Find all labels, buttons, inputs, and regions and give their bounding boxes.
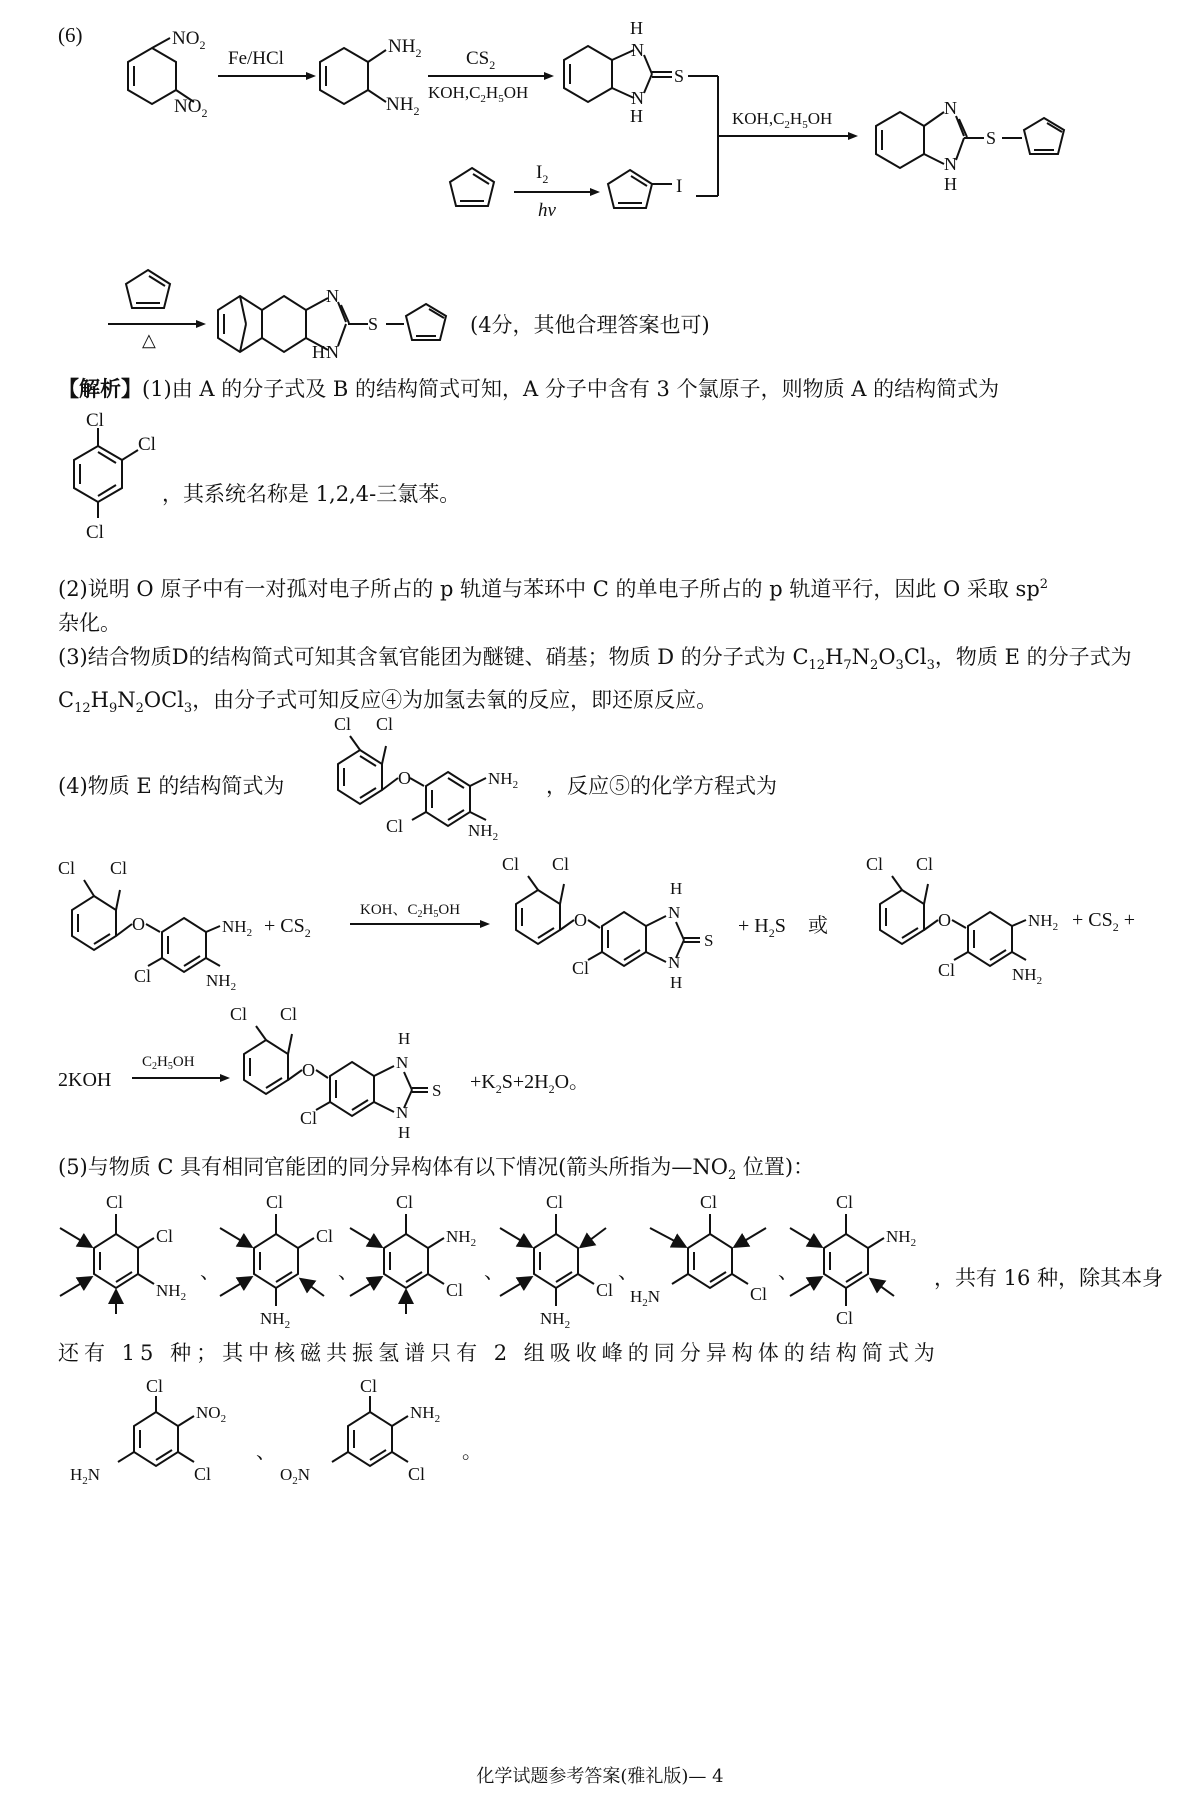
- svg-text:Cl: Cl: [938, 960, 956, 980]
- svg-text:、: 、: [618, 1261, 638, 1283]
- svg-text:KOH,C2H5OH: $KOH,C_2H_5OH$: [428, 83, 529, 105]
- svg-text:H: H: [312, 342, 325, 360]
- svg-text:+ H2S: + $H_2S$: [738, 915, 786, 940]
- svg-text:NO2: $NO_2$: [196, 1403, 227, 1425]
- analysis-p3: (3)结合物质D的结构简式可知其含氧官能团为醚键、硝基；物质 D 的分子式为 $C_{12}H_7N_2O_3Cl_3$，物质 E 的分子式为 $C_{12}H_9N_2OCl_3$，由分子式可知反应④为加氢去氧的反应，即还原反应。: [58, 645, 1132, 717]
- svg-text:S: S: [674, 66, 685, 86]
- svg-text:Cl: Cl: [134, 966, 152, 986]
- svg-text:、: 、: [778, 1261, 798, 1283]
- svg-text:NO2: $NO_2$: [174, 96, 208, 120]
- product-sulfide: [876, 112, 1064, 168]
- svg-text:Cl: Cl: [916, 854, 934, 874]
- isomer-1: [60, 1192, 186, 1314]
- svg-text:KOH,C2H5OH: $KOH,C_2H_5OH$: [732, 109, 833, 131]
- svg-text:Cl: Cl: [58, 858, 76, 878]
- svg-text:S: S: [704, 931, 714, 950]
- svg-text:N: N: [326, 286, 339, 306]
- svg-text:Cl: Cl: [396, 1192, 414, 1212]
- svg-text:、: 、: [200, 1261, 220, 1283]
- analysis-p2: (2)说明 O 原子中有一对孤对电子所占的 p 轨道与苯环中 C 的单电子所占的 p 轨道平行，因此 O 采取 $sp^2$ 杂化。: [58, 577, 1049, 635]
- equation-1: [0, 850, 1200, 1010]
- svg-text:、: 、: [338, 1261, 358, 1283]
- svg-text:或: 或: [808, 913, 828, 937]
- svg-text:H: H: [944, 174, 957, 194]
- svg-text:H: H: [670, 879, 683, 898]
- svg-text:hν: hν: [538, 200, 556, 221]
- isomer-4: [500, 1192, 613, 1328]
- svg-text:NH2: $NH_2$: [1028, 911, 1059, 933]
- score-note: (4分，其他合理答案也可): [470, 313, 710, 337]
- cyclopentadiene: [450, 168, 494, 206]
- analysis-p4b: ，反应⑤的化学方程式为: [546, 774, 777, 798]
- svg-text:S: S: [368, 314, 379, 334]
- svg-text:O: O: [302, 1060, 315, 1080]
- svg-text:NH2: $NH_2$: [488, 769, 519, 791]
- svg-text:Cl: Cl: [446, 1280, 464, 1300]
- svg-text:N: N: [668, 903, 681, 922]
- svg-text:、: 、: [256, 1441, 276, 1463]
- imidazolidine-thione: [564, 46, 672, 102]
- page-footer: 化学试题参考答案(雅礼版)— 4: [476, 1766, 724, 1787]
- svg-text:NH2: $NH_2$: [156, 1281, 187, 1303]
- svg-text:△: △: [142, 330, 156, 350]
- svg-text:H: H: [398, 1123, 411, 1140]
- svg-text:Cl: Cl: [866, 854, 884, 874]
- analysis-p4a: (4)物质 E 的结构简式为: [58, 774, 285, 798]
- isomers-row: [0, 1188, 1200, 1328]
- analysis-p5-line2: 还有 15 种；其中核磁共振氢谱只有 2 组吸收峰的同分异构体的结构简式为: [58, 1341, 940, 1365]
- svg-text:Cl: Cl: [280, 1004, 298, 1024]
- svg-text:NH2: $NH_2$: [410, 1403, 441, 1425]
- svg-text:+ CS2: + $CS_2$: [264, 915, 311, 940]
- svg-text:NO2: $NO_2$: [172, 28, 206, 52]
- svg-text:NH2: $NH_2$: [388, 36, 422, 60]
- compound-E: [320, 706, 560, 846]
- svg-text:H: H: [398, 1029, 411, 1048]
- svg-text:O2N: $O_2N$: [280, 1465, 311, 1487]
- svg-text:Cl: Cl: [86, 522, 104, 543]
- svg-text:NH2: $NH_2$: [446, 1227, 477, 1249]
- analysis-p1-tail: ，其系统名称是 1,2,4-三氯苯。: [162, 482, 461, 506]
- svg-text:Cl: Cl: [572, 958, 590, 978]
- svg-text:O: O: [132, 914, 145, 934]
- svg-text:Cl: Cl: [376, 714, 394, 734]
- svg-text:Cl: Cl: [156, 1226, 174, 1246]
- svg-text:NH2: $NH_2$: [540, 1309, 571, 1328]
- svg-text:Cl: Cl: [836, 1192, 854, 1212]
- diamine-cyclohexene: [320, 48, 386, 104]
- svg-text:N: N: [396, 1103, 409, 1122]
- svg-text:Cl: Cl: [386, 816, 404, 836]
- svg-text:Cl: Cl: [596, 1280, 614, 1300]
- svg-text:KOH、C2H5OH: KOH、$C_2H_5OH$: [360, 902, 461, 920]
- svg-text:+K2S+2H2O。: $+K_2S+2H_2O$。: [470, 1071, 590, 1096]
- svg-text:O: O: [574, 910, 587, 930]
- iodocyclopentadiene: [608, 170, 672, 208]
- svg-text:Cl: Cl: [750, 1284, 768, 1304]
- svg-text:O: O: [398, 768, 411, 788]
- nmr-isomers: [60, 1378, 660, 1518]
- svg-text:S: S: [432, 1081, 442, 1100]
- svg-text:N: N: [944, 98, 957, 118]
- svg-text:+ CS2 +: + $CS_2$ +: [1072, 909, 1136, 934]
- svg-text:2KOH: 2KOH: [58, 1069, 112, 1091]
- svg-text:Cl: Cl: [316, 1226, 334, 1246]
- analysis-p1: 【解析】(1)由 A 的分子式及 B 的结构简式可知，A 分子中含有 3 个氯原子，则物质 A 的结构简式为: [58, 376, 1000, 401]
- svg-text:N: N: [944, 154, 957, 174]
- isomer-5: [630, 1192, 767, 1309]
- svg-text:Cl: Cl: [106, 1192, 124, 1212]
- svg-text:Cl: Cl: [86, 410, 104, 431]
- svg-text:Cl: Cl: [110, 858, 128, 878]
- part6-label: (6): [58, 23, 83, 47]
- svg-text:Cl: Cl: [334, 714, 352, 734]
- svg-text:NH2: $NH_2$: [886, 1227, 917, 1249]
- svg-text:NH2: $NH_2$: [468, 821, 499, 843]
- svg-text:Cl: Cl: [552, 854, 570, 874]
- analysis-p5: (5)与物质 C 具有相同官能团的同分异构体有以下情况(箭头所指为$—NO_2$ 位置)：: [58, 1155, 815, 1184]
- svg-text:O: O: [938, 910, 951, 930]
- svg-text:N: N: [326, 342, 339, 360]
- svg-text:Cl: Cl: [546, 1192, 564, 1212]
- svg-text:NH2: $NH_2$: [222, 917, 253, 939]
- svg-text:、: 、: [484, 1261, 504, 1283]
- part6-scheme: [0, 0, 1200, 360]
- svg-text:Fe/HCl: Fe/HCl: [228, 48, 284, 69]
- svg-text:。: 。: [462, 1441, 482, 1463]
- analysis-p5-count: ，共有 16 种，除其本身: [934, 1266, 1164, 1290]
- svg-text:Cl: Cl: [502, 854, 520, 874]
- svg-text:Cl: Cl: [146, 1378, 164, 1396]
- svg-text:H: H: [630, 106, 643, 126]
- svg-text:Cl: Cl: [836, 1308, 854, 1328]
- svg-text:CS2: $CS_2$: [466, 48, 496, 72]
- isomer-3: [350, 1192, 476, 1314]
- svg-text:Cl: Cl: [300, 1108, 318, 1128]
- svg-text:Cl: Cl: [408, 1464, 426, 1484]
- svg-text:Cl: Cl: [230, 1004, 248, 1024]
- svg-text:I2: $I_2$: [536, 162, 549, 186]
- svg-text:NH2: $NH_2$: [260, 1309, 291, 1328]
- svg-text:N: N: [396, 1053, 409, 1072]
- diene-over-arrow: [126, 270, 170, 308]
- svg-text:Cl: Cl: [700, 1192, 718, 1212]
- svg-text:NH2: $NH_2$: [1012, 965, 1043, 987]
- svg-text:Cl: Cl: [360, 1378, 378, 1396]
- svg-text:NH2: $NH_2$: [206, 971, 237, 993]
- svg-text:I: I: [676, 176, 683, 197]
- svg-text:H: H: [670, 973, 683, 992]
- svg-text:NH2: $NH_2$: [386, 94, 420, 118]
- svg-text:N: N: [631, 40, 644, 60]
- isomer-6: [790, 1192, 916, 1328]
- svg-text:Cl: Cl: [138, 434, 156, 455]
- svg-text:Cl: Cl: [194, 1464, 212, 1484]
- svg-text:H2N: $H_2N$: [70, 1465, 101, 1487]
- equation-2: [0, 1000, 1200, 1140]
- svg-text:S: S: [986, 128, 997, 148]
- svg-text:Cl: Cl: [266, 1192, 284, 1212]
- isomer-2: [220, 1192, 333, 1328]
- svg-text:N: N: [631, 88, 644, 108]
- svg-text:C2H5OH: $C_2H_5OH$: [142, 1054, 195, 1072]
- svg-text:H: H: [630, 18, 643, 38]
- svg-text:N: N: [668, 953, 681, 972]
- svg-text:H2N: $H_2N$: [630, 1287, 661, 1309]
